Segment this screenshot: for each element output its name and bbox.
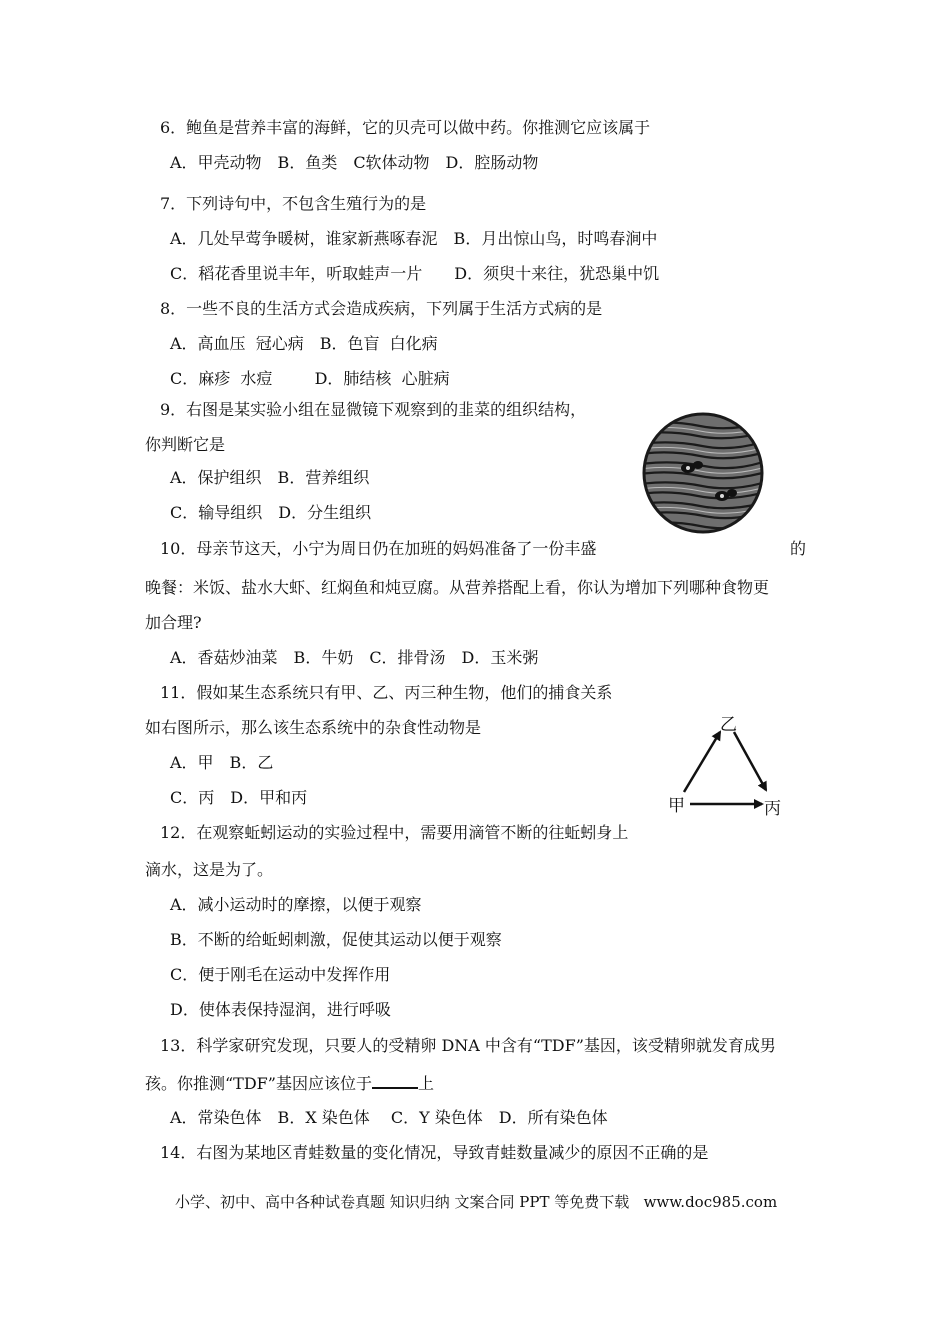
question-10-stem-3: 加合理? [145, 613, 202, 632]
question-11-stem-2: 如右图所示，那么该生态系统中的杂食性动物是 [145, 718, 482, 737]
question-12-option-a: A．减小运动时的摩擦，以便于观察 [170, 895, 422, 914]
question-9-options-cd: C．输导组织 D．分生组织 [170, 503, 372, 522]
question-14-stem: 14．右图为某地区青蛙数量的变化情况，导致青蛙数量减少的原因不正确的是 [160, 1143, 709, 1162]
question-10-stem-1: 10．母亲节这天，小宁为周日仍在加班的妈妈准备了一份丰盛 [160, 539, 597, 558]
food-web-diagram [668, 712, 788, 822]
question-11-stem-1: 11．假如某生态系统只有甲、乙、丙三种生物，他们的捕食关系 [160, 683, 613, 702]
arrow-yi-to-bing [734, 732, 766, 790]
question-6-options: A．甲壳动物 B．鱼类 C软体动物 D．腔肠动物 [170, 153, 539, 172]
question-12-option-c: C．便于刚毛在运动中发挥作用 [170, 965, 391, 984]
question-12-option-b: B．不断的给蚯蚓刺激，促使其运动以便于观察 [170, 930, 502, 949]
question-7-options-ab: A．几处早莺争暖树，谁家新燕啄春泥 B．月出惊山鸟，时鸣春涧中 [170, 229, 658, 248]
node-bing: 丙 [764, 799, 781, 819]
question-9-stem-2: 你判断它是 [145, 435, 226, 454]
question-7-stem: 7．下列诗句中，不包含生殖行为的是 [160, 194, 427, 213]
question-10-options: A．香菇炒油菜 B．牛奶 C．排骨汤 D．玉米粥 [170, 648, 539, 667]
question-12-option-d: D．使体表保持湿润，进行呼吸 [170, 1000, 391, 1019]
arrow-jia-to-yi [684, 732, 720, 792]
question-9-stem-1: 9．右图是某实验小组在显微镜下观察到的韭菜的组织结构， [160, 400, 587, 419]
question-10-stem-1-tail: 的 [790, 539, 807, 558]
question-12-stem-1: 12．在观察蚯蚓运动的实验过程中，需要用滴管不断的往蚯蚓身上 [160, 823, 629, 842]
answer-blank [372, 1073, 418, 1089]
question-10-stem-2: 晚餐：米饭、盐水大虾、红焖鱼和炖豆腐。从营养搭配上看，你认为增加下列哪种食物更 [145, 578, 770, 597]
question-13-options: A．常染色体 B．X 染色体 C．Y 染色体 D．所有染色体 [170, 1108, 608, 1127]
question-11-options-ab: A．甲 B．乙 [170, 753, 274, 772]
question-13-stem-2-pre: 孩。你推测“TDF”基因应该位于 [145, 1074, 372, 1093]
page-footer: 小学、初中、高中各种试卷真题 知识归纳 文案合同 PPT 等免费下载 www.doc985.com [175, 1193, 778, 1211]
question-7-options-cd: C．稻花香里说丰年，听取蛙声一片 D．须臾十来往，犹恐巢中饥 [170, 264, 660, 283]
question-13-stem-1: 13．科学家研究发现，只要人的受精卵 DNA 中含有“TDF”基因，该受精卵就发育成男 [160, 1036, 776, 1055]
question-12-stem-2: 滴水，这是为了。 [145, 860, 274, 879]
question-8-options-cd: C．麻疹 水痘 D．肺结核 心脏病 [170, 369, 450, 388]
question-9-options-ab: A．保护组织 B．营养组织 [170, 468, 370, 487]
question-8-stem: 8．一些不良的生活方式会造成疾病，下列属于生活方式病的是 [160, 299, 603, 318]
microscope-tissue-image [640, 410, 766, 536]
question-6-stem: 6．鲍鱼是营养丰富的海鲜，它的贝壳可以做中药。你推测它应该属于 [160, 118, 651, 137]
question-11-options-cd: C．丙 D．甲和丙 [170, 788, 308, 807]
node-yi: 乙 [720, 715, 737, 735]
question-13-stem-2-post: 上 [417, 1074, 434, 1093]
node-jia: 甲 [668, 796, 685, 816]
question-8-options-ab: A．高血压 冠心病 B．色盲 白化病 [170, 334, 438, 353]
question-13-stem-2 [145, 1073, 434, 1094]
